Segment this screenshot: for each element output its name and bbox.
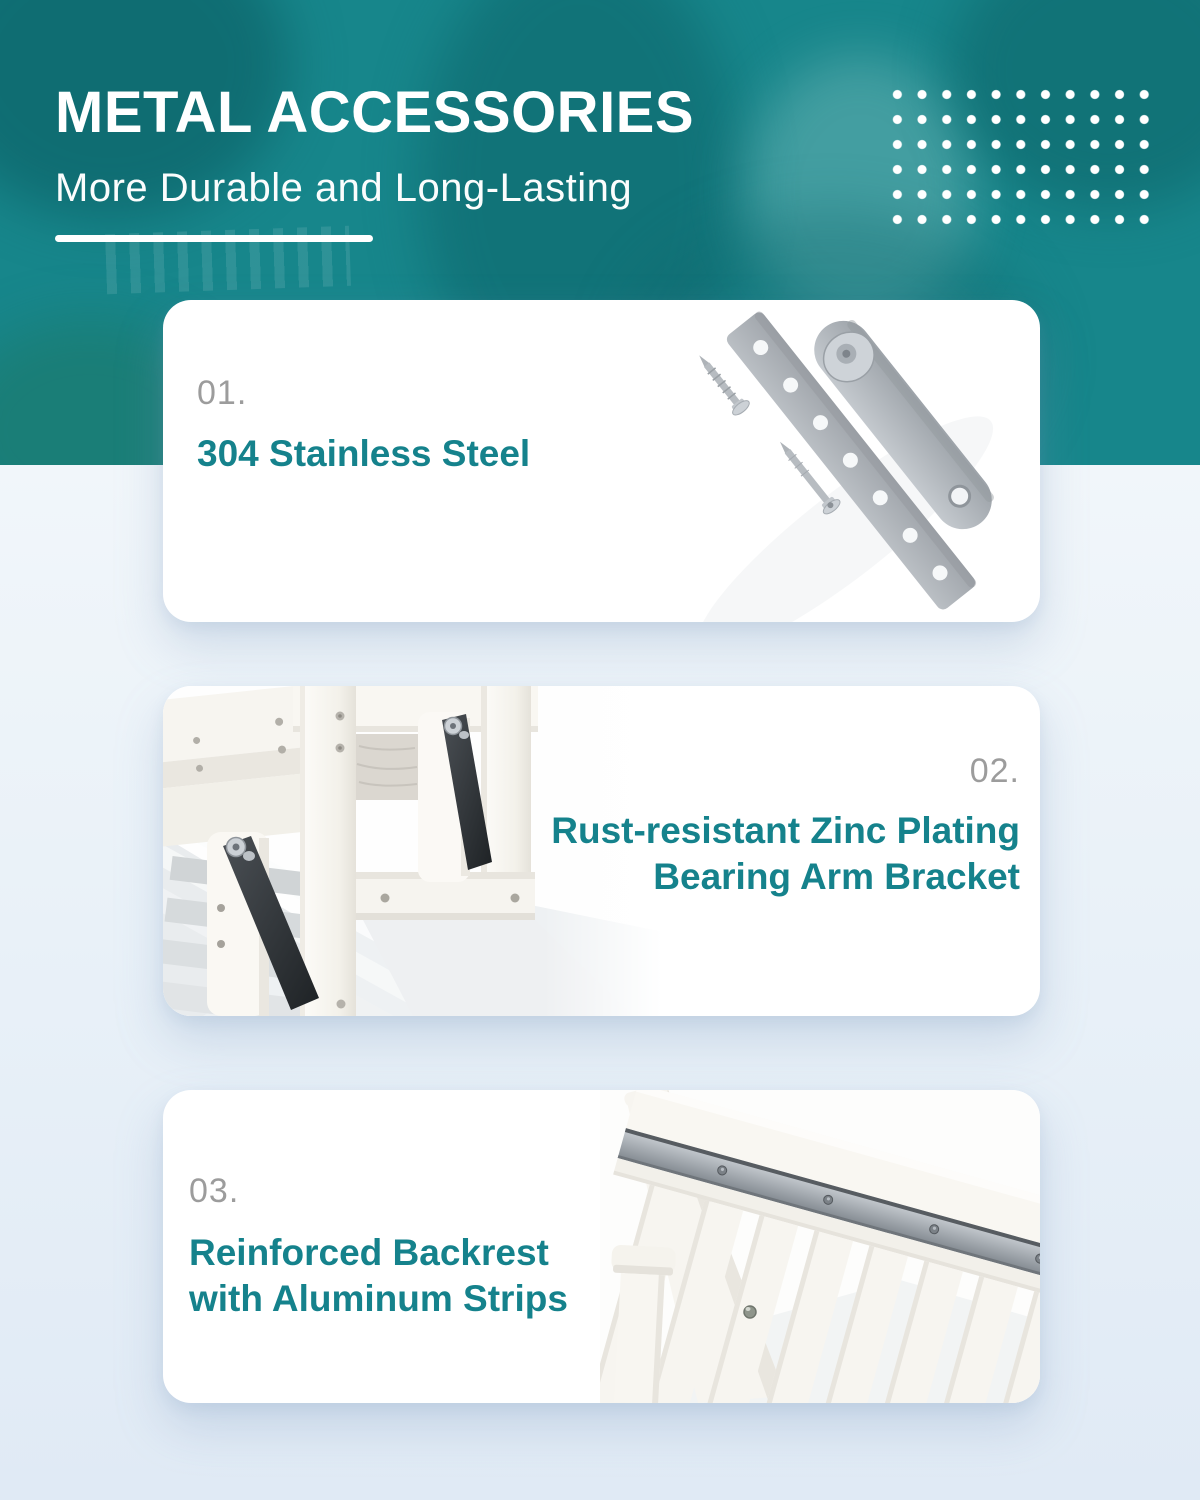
feature-title-line: 304 Stainless Steel [197,433,531,474]
feature-number: 03. [189,1172,240,1210]
feature-title-line: Reinforced Backrest [189,1232,549,1273]
page-subtitle: More Durable and Long-Lasting [55,166,633,210]
feature-number: 02. [969,752,1020,790]
feature-title-line: Bearing Arm Bracket [653,855,1020,897]
stainless-steel-hardware-illustration [640,300,1040,622]
feature-card-aluminum-backrest [163,1090,1040,1403]
dot-grid-decoration [885,82,1157,232]
feature-title [197,431,530,477]
feature-number: 01. [197,374,248,412]
hero-text-block [55,80,695,242]
feature-title [551,808,1020,900]
aluminum-strip-backrest-photo [600,1090,1040,1403]
feature-card-stainless-steel [163,300,1040,622]
feature-title-line: Rust-resistant Zinc Plating [551,810,1020,851]
title-underline [55,235,373,242]
feature-title [189,1230,568,1322]
page-title: METAL ACCESSORIES [55,80,695,145]
feature-card-zinc-bracket [163,686,1040,1016]
feature-title-line: with Aluminum Strips [189,1277,568,1319]
